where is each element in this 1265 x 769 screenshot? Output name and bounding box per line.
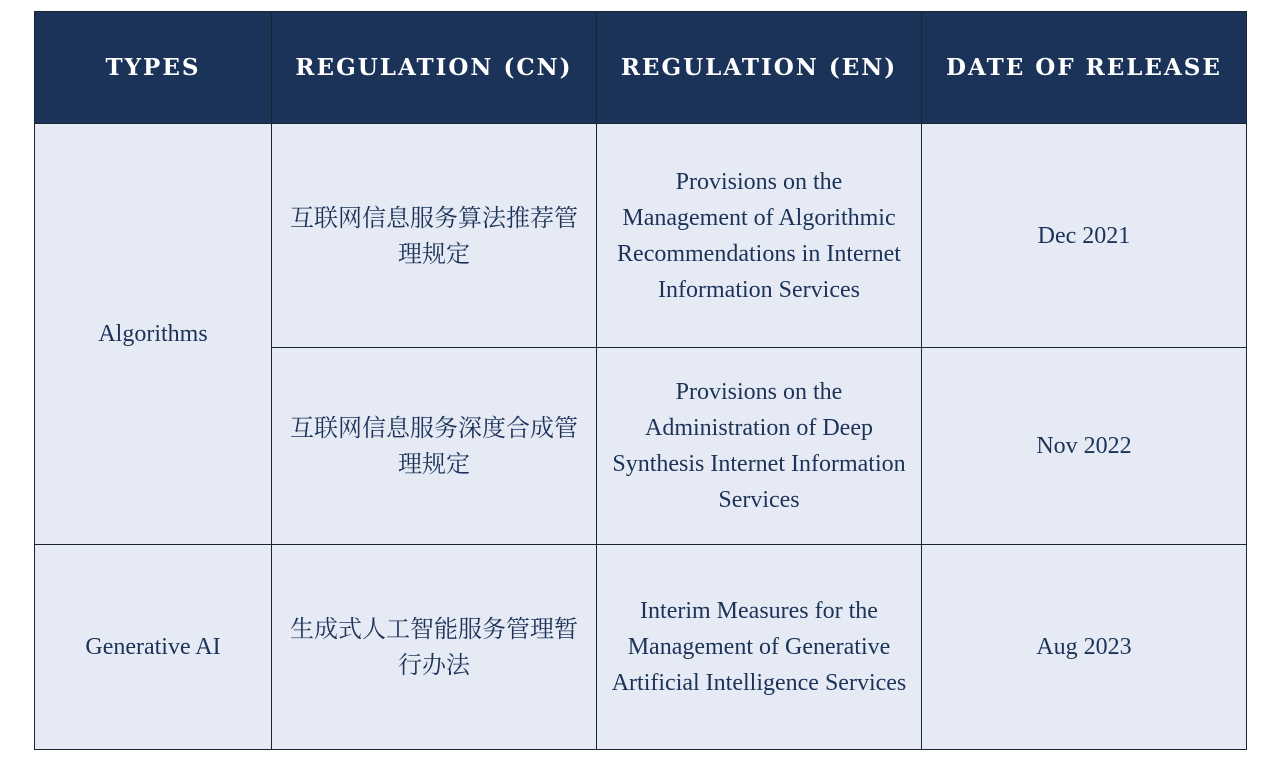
header-types: TYPES [35,12,272,124]
regulation-cn-cell: 互联网信息服务算法推荐管理规定 [272,124,597,348]
type-cell: Algorithms [35,124,272,545]
regulation-en-cell: Interim Measures for the Management of Generative Artificial Intelligence Services [597,545,922,750]
release-date-cell: Nov 2022 [922,348,1247,545]
table-row [35,124,1247,348]
header-regulation-cn: REGULATION (CN) [272,12,597,124]
release-date-cell: Dec 2021 [922,124,1247,348]
release-date-cell: Aug 2023 [922,545,1247,750]
regulation-cn-cell: 生成式人工智能服务管理暂行办法 [272,545,597,750]
regulation-en-cell: Provisions on the Administration of Deep Synthesis Internet Information Services [597,348,922,545]
table-header [35,12,1247,124]
regulation-en-cell: Provisions on the Management of Algorithmic Recommendations in Internet Information Services [597,124,922,348]
regulations-table [34,11,1247,750]
header-row [35,12,1247,124]
header-date-of-release: DATE OF RELEASE [922,12,1247,124]
header-regulation-en: REGULATION (EN) [597,12,922,124]
regulations-table-container [34,11,1246,750]
table-body [35,124,1247,750]
type-cell: Generative AI [35,545,272,750]
table-row [35,545,1247,750]
regulation-cn-cell: 互联网信息服务深度合成管理规定 [272,348,597,545]
